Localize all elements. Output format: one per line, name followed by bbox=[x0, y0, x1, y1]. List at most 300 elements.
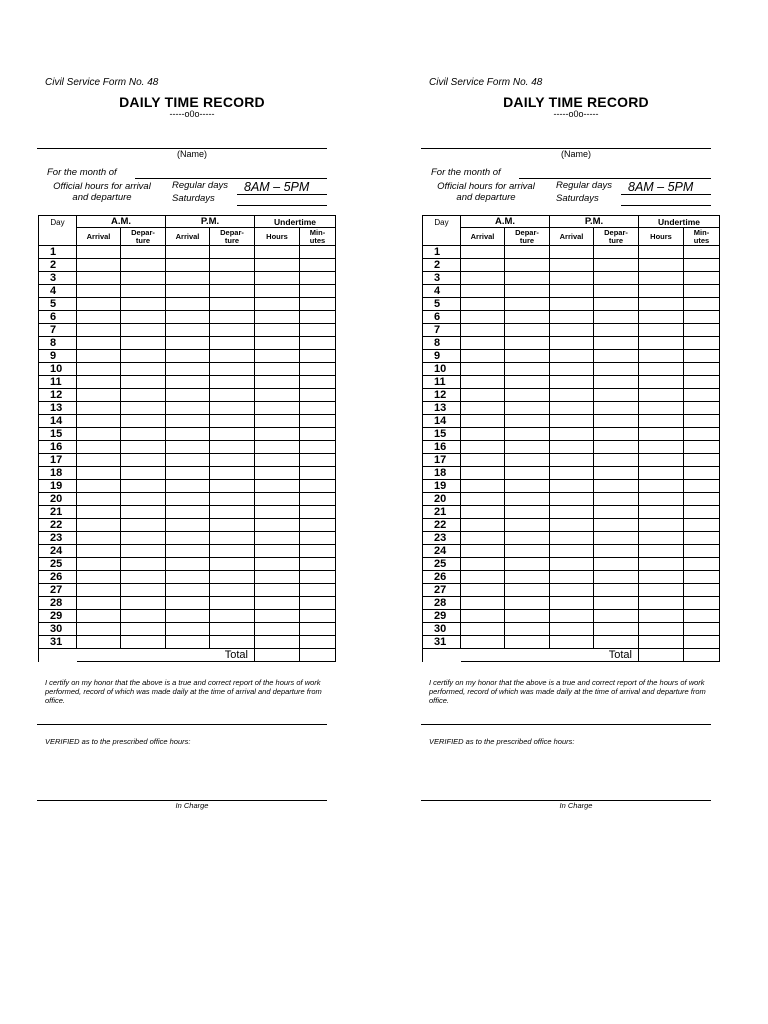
pm-departure-cell[interactable] bbox=[594, 415, 639, 428]
undertime-hours-cell[interactable] bbox=[255, 519, 300, 532]
am-departure-cell[interactable] bbox=[505, 597, 550, 610]
am-arrival-cell[interactable] bbox=[461, 480, 505, 493]
pm-departure-cell[interactable] bbox=[210, 623, 255, 636]
pm-arrival-cell[interactable] bbox=[550, 272, 594, 285]
total-minutes-cell[interactable] bbox=[684, 649, 720, 662]
am-arrival-cell[interactable] bbox=[77, 350, 121, 363]
pm-arrival-cell[interactable] bbox=[166, 610, 210, 623]
undertime-hours-cell[interactable] bbox=[639, 246, 684, 259]
undertime-hours-cell[interactable] bbox=[639, 480, 684, 493]
am-arrival-cell[interactable] bbox=[77, 467, 121, 480]
undertime-hours-cell[interactable] bbox=[255, 285, 300, 298]
am-arrival-cell[interactable] bbox=[77, 285, 121, 298]
undertime-minutes-cell[interactable] bbox=[300, 584, 336, 597]
undertime-minutes-cell[interactable] bbox=[684, 376, 720, 389]
undertime-hours-cell[interactable] bbox=[639, 636, 684, 649]
undertime-hours-cell[interactable] bbox=[255, 584, 300, 597]
am-arrival-cell[interactable] bbox=[77, 389, 121, 402]
am-departure-cell[interactable] bbox=[121, 493, 166, 506]
am-departure-cell[interactable] bbox=[505, 636, 550, 649]
undertime-minutes-cell[interactable] bbox=[300, 532, 336, 545]
am-departure-cell[interactable] bbox=[505, 259, 550, 272]
am-arrival-cell[interactable] bbox=[77, 376, 121, 389]
pm-departure-cell[interactable] bbox=[210, 415, 255, 428]
am-arrival-cell[interactable] bbox=[461, 415, 505, 428]
saturdays-field[interactable] bbox=[237, 205, 327, 206]
am-departure-cell[interactable] bbox=[121, 246, 166, 259]
pm-arrival-cell[interactable] bbox=[550, 493, 594, 506]
pm-arrival-cell[interactable] bbox=[166, 493, 210, 506]
undertime-minutes-cell[interactable] bbox=[300, 246, 336, 259]
am-arrival-cell[interactable] bbox=[461, 454, 505, 467]
pm-arrival-cell[interactable] bbox=[166, 337, 210, 350]
am-departure-cell[interactable] bbox=[121, 558, 166, 571]
am-departure-cell[interactable] bbox=[505, 480, 550, 493]
pm-departure-cell[interactable] bbox=[594, 363, 639, 376]
am-arrival-cell[interactable] bbox=[77, 519, 121, 532]
undertime-minutes-cell[interactable] bbox=[300, 441, 336, 454]
am-departure-cell[interactable] bbox=[505, 402, 550, 415]
undertime-hours-cell[interactable] bbox=[639, 259, 684, 272]
am-arrival-cell[interactable] bbox=[77, 597, 121, 610]
undertime-minutes-cell[interactable] bbox=[300, 389, 336, 402]
am-arrival-cell[interactable] bbox=[461, 506, 505, 519]
undertime-minutes-cell[interactable] bbox=[300, 259, 336, 272]
pm-arrival-cell[interactable] bbox=[166, 298, 210, 311]
pm-departure-cell[interactable] bbox=[594, 337, 639, 350]
undertime-hours-cell[interactable] bbox=[255, 428, 300, 441]
pm-arrival-cell[interactable] bbox=[166, 311, 210, 324]
undertime-minutes-cell[interactable] bbox=[300, 428, 336, 441]
undertime-hours-cell[interactable] bbox=[255, 610, 300, 623]
undertime-hours-cell[interactable] bbox=[639, 272, 684, 285]
am-departure-cell[interactable] bbox=[505, 298, 550, 311]
pm-departure-cell[interactable] bbox=[594, 545, 639, 558]
pm-arrival-cell[interactable] bbox=[166, 558, 210, 571]
pm-arrival-cell[interactable] bbox=[166, 571, 210, 584]
undertime-minutes-cell[interactable] bbox=[684, 441, 720, 454]
am-arrival-cell[interactable] bbox=[461, 610, 505, 623]
undertime-minutes-cell[interactable] bbox=[684, 519, 720, 532]
pm-departure-cell[interactable] bbox=[594, 467, 639, 480]
pm-departure-cell[interactable] bbox=[210, 350, 255, 363]
am-departure-cell[interactable] bbox=[121, 571, 166, 584]
am-departure-cell[interactable] bbox=[505, 350, 550, 363]
pm-departure-cell[interactable] bbox=[210, 246, 255, 259]
am-departure-cell[interactable] bbox=[121, 636, 166, 649]
undertime-minutes-cell[interactable] bbox=[300, 571, 336, 584]
undertime-hours-cell[interactable] bbox=[255, 324, 300, 337]
pm-arrival-cell[interactable] bbox=[550, 532, 594, 545]
pm-departure-cell[interactable] bbox=[594, 402, 639, 415]
am-arrival-cell[interactable] bbox=[461, 389, 505, 402]
undertime-hours-cell[interactable] bbox=[255, 415, 300, 428]
pm-departure-cell[interactable] bbox=[594, 441, 639, 454]
undertime-hours-cell[interactable] bbox=[255, 545, 300, 558]
pm-arrival-cell[interactable] bbox=[550, 415, 594, 428]
undertime-minutes-cell[interactable] bbox=[684, 545, 720, 558]
pm-arrival-cell[interactable] bbox=[550, 246, 594, 259]
undertime-minutes-cell[interactable] bbox=[684, 610, 720, 623]
undertime-hours-cell[interactable] bbox=[639, 337, 684, 350]
pm-departure-cell[interactable] bbox=[594, 506, 639, 519]
undertime-minutes-cell[interactable] bbox=[300, 376, 336, 389]
pm-departure-cell[interactable] bbox=[210, 259, 255, 272]
am-departure-cell[interactable] bbox=[505, 415, 550, 428]
pm-departure-cell[interactable] bbox=[210, 298, 255, 311]
undertime-hours-cell[interactable] bbox=[255, 350, 300, 363]
pm-arrival-cell[interactable] bbox=[166, 584, 210, 597]
undertime-minutes-cell[interactable] bbox=[684, 285, 720, 298]
undertime-hours-cell[interactable] bbox=[255, 623, 300, 636]
am-arrival-cell[interactable] bbox=[461, 493, 505, 506]
am-departure-cell[interactable] bbox=[121, 610, 166, 623]
am-arrival-cell[interactable] bbox=[461, 519, 505, 532]
pm-arrival-cell[interactable] bbox=[166, 545, 210, 558]
regular-days-field[interactable] bbox=[621, 194, 711, 195]
undertime-minutes-cell[interactable] bbox=[300, 311, 336, 324]
undertime-hours-cell[interactable] bbox=[255, 571, 300, 584]
pm-departure-cell[interactable] bbox=[594, 272, 639, 285]
am-arrival-cell[interactable] bbox=[461, 597, 505, 610]
pm-departure-cell[interactable] bbox=[210, 324, 255, 337]
undertime-minutes-cell[interactable] bbox=[684, 636, 720, 649]
am-arrival-cell[interactable] bbox=[461, 467, 505, 480]
undertime-hours-cell[interactable] bbox=[255, 441, 300, 454]
am-arrival-cell[interactable] bbox=[461, 636, 505, 649]
undertime-hours-cell[interactable] bbox=[639, 298, 684, 311]
total-hours-cell[interactable] bbox=[639, 649, 684, 662]
am-departure-cell[interactable] bbox=[505, 272, 550, 285]
undertime-hours-cell[interactable] bbox=[639, 558, 684, 571]
am-arrival-cell[interactable] bbox=[77, 571, 121, 584]
am-arrival-cell[interactable] bbox=[461, 285, 505, 298]
am-departure-cell[interactable] bbox=[505, 519, 550, 532]
pm-departure-cell[interactable] bbox=[210, 584, 255, 597]
am-arrival-cell[interactable] bbox=[77, 441, 121, 454]
undertime-minutes-cell[interactable] bbox=[684, 428, 720, 441]
am-arrival-cell[interactable] bbox=[461, 623, 505, 636]
am-departure-cell[interactable] bbox=[121, 597, 166, 610]
undertime-minutes-cell[interactable] bbox=[300, 454, 336, 467]
am-departure-cell[interactable] bbox=[121, 389, 166, 402]
pm-arrival-cell[interactable] bbox=[166, 441, 210, 454]
am-arrival-cell[interactable] bbox=[77, 636, 121, 649]
pm-arrival-cell[interactable] bbox=[550, 610, 594, 623]
pm-departure-cell[interactable] bbox=[210, 454, 255, 467]
undertime-minutes-cell[interactable] bbox=[300, 597, 336, 610]
undertime-minutes-cell[interactable] bbox=[684, 454, 720, 467]
pm-departure-cell[interactable] bbox=[210, 337, 255, 350]
pm-departure-cell[interactable] bbox=[594, 597, 639, 610]
am-departure-cell[interactable] bbox=[121, 376, 166, 389]
undertime-minutes-cell[interactable] bbox=[684, 363, 720, 376]
am-departure-cell[interactable] bbox=[121, 519, 166, 532]
pm-arrival-cell[interactable] bbox=[550, 480, 594, 493]
pm-departure-cell[interactable] bbox=[210, 610, 255, 623]
am-departure-cell[interactable] bbox=[505, 584, 550, 597]
am-departure-cell[interactable] bbox=[121, 415, 166, 428]
pm-departure-cell[interactable] bbox=[210, 402, 255, 415]
pm-arrival-cell[interactable] bbox=[166, 389, 210, 402]
pm-arrival-cell[interactable] bbox=[550, 324, 594, 337]
undertime-minutes-cell[interactable] bbox=[300, 558, 336, 571]
pm-arrival-cell[interactable] bbox=[166, 532, 210, 545]
pm-arrival-cell[interactable] bbox=[550, 597, 594, 610]
pm-departure-cell[interactable] bbox=[594, 259, 639, 272]
pm-departure-cell[interactable] bbox=[594, 298, 639, 311]
month-field[interactable] bbox=[135, 178, 327, 179]
undertime-hours-cell[interactable] bbox=[639, 545, 684, 558]
pm-departure-cell[interactable] bbox=[210, 532, 255, 545]
undertime-minutes-cell[interactable] bbox=[684, 415, 720, 428]
am-departure-cell[interactable] bbox=[505, 363, 550, 376]
am-arrival-cell[interactable] bbox=[77, 259, 121, 272]
pm-arrival-cell[interactable] bbox=[550, 636, 594, 649]
am-departure-cell[interactable] bbox=[121, 467, 166, 480]
am-arrival-cell[interactable] bbox=[461, 545, 505, 558]
am-departure-cell[interactable] bbox=[121, 311, 166, 324]
pm-departure-cell[interactable] bbox=[594, 311, 639, 324]
pm-departure-cell[interactable] bbox=[210, 519, 255, 532]
am-arrival-cell[interactable] bbox=[461, 311, 505, 324]
am-arrival-cell[interactable] bbox=[77, 545, 121, 558]
undertime-hours-cell[interactable] bbox=[639, 519, 684, 532]
pm-departure-cell[interactable] bbox=[210, 597, 255, 610]
undertime-hours-cell[interactable] bbox=[255, 532, 300, 545]
pm-arrival-cell[interactable] bbox=[550, 376, 594, 389]
undertime-hours-cell[interactable] bbox=[639, 441, 684, 454]
pm-departure-cell[interactable] bbox=[594, 493, 639, 506]
am-departure-cell[interactable] bbox=[121, 363, 166, 376]
pm-departure-cell[interactable] bbox=[210, 558, 255, 571]
undertime-hours-cell[interactable] bbox=[255, 506, 300, 519]
am-departure-cell[interactable] bbox=[505, 571, 550, 584]
undertime-hours-cell[interactable] bbox=[255, 597, 300, 610]
month-field[interactable] bbox=[519, 178, 711, 179]
pm-arrival-cell[interactable] bbox=[550, 259, 594, 272]
undertime-minutes-cell[interactable] bbox=[300, 402, 336, 415]
am-departure-cell[interactable] bbox=[121, 506, 166, 519]
pm-arrival-cell[interactable] bbox=[166, 272, 210, 285]
pm-departure-cell[interactable] bbox=[594, 324, 639, 337]
pm-departure-cell[interactable] bbox=[594, 636, 639, 649]
pm-arrival-cell[interactable] bbox=[166, 259, 210, 272]
am-departure-cell[interactable] bbox=[121, 454, 166, 467]
undertime-hours-cell[interactable] bbox=[639, 597, 684, 610]
am-departure-cell[interactable] bbox=[121, 584, 166, 597]
pm-arrival-cell[interactable] bbox=[550, 467, 594, 480]
pm-arrival-cell[interactable] bbox=[166, 285, 210, 298]
pm-departure-cell[interactable] bbox=[210, 545, 255, 558]
pm-arrival-cell[interactable] bbox=[550, 545, 594, 558]
pm-departure-cell[interactable] bbox=[594, 571, 639, 584]
am-arrival-cell[interactable] bbox=[461, 441, 505, 454]
pm-arrival-cell[interactable] bbox=[550, 402, 594, 415]
pm-arrival-cell[interactable] bbox=[166, 597, 210, 610]
undertime-hours-cell[interactable] bbox=[639, 363, 684, 376]
undertime-minutes-cell[interactable] bbox=[684, 467, 720, 480]
pm-arrival-cell[interactable] bbox=[550, 571, 594, 584]
total-hours-cell[interactable] bbox=[255, 649, 300, 662]
am-arrival-cell[interactable] bbox=[461, 324, 505, 337]
am-arrival-cell[interactable] bbox=[77, 610, 121, 623]
pm-arrival-cell[interactable] bbox=[166, 376, 210, 389]
am-arrival-cell[interactable] bbox=[77, 623, 121, 636]
am-arrival-cell[interactable] bbox=[77, 415, 121, 428]
am-departure-cell[interactable] bbox=[505, 337, 550, 350]
pm-departure-cell[interactable] bbox=[594, 428, 639, 441]
am-departure-cell[interactable] bbox=[505, 532, 550, 545]
am-arrival-cell[interactable] bbox=[461, 259, 505, 272]
am-arrival-cell[interactable] bbox=[461, 246, 505, 259]
am-arrival-cell[interactable] bbox=[77, 480, 121, 493]
undertime-minutes-cell[interactable] bbox=[300, 350, 336, 363]
pm-arrival-cell[interactable] bbox=[166, 454, 210, 467]
am-arrival-cell[interactable] bbox=[77, 272, 121, 285]
undertime-minutes-cell[interactable] bbox=[684, 623, 720, 636]
undertime-minutes-cell[interactable] bbox=[300, 363, 336, 376]
undertime-hours-cell[interactable] bbox=[639, 454, 684, 467]
pm-departure-cell[interactable] bbox=[210, 480, 255, 493]
pm-departure-cell[interactable] bbox=[210, 376, 255, 389]
pm-departure-cell[interactable] bbox=[210, 493, 255, 506]
undertime-hours-cell[interactable] bbox=[639, 350, 684, 363]
undertime-hours-cell[interactable] bbox=[639, 376, 684, 389]
undertime-hours-cell[interactable] bbox=[639, 493, 684, 506]
am-departure-cell[interactable] bbox=[505, 376, 550, 389]
undertime-minutes-cell[interactable] bbox=[300, 506, 336, 519]
pm-arrival-cell[interactable] bbox=[550, 389, 594, 402]
undertime-hours-cell[interactable] bbox=[255, 402, 300, 415]
am-arrival-cell[interactable] bbox=[461, 571, 505, 584]
pm-departure-cell[interactable] bbox=[210, 363, 255, 376]
undertime-minutes-cell[interactable] bbox=[300, 467, 336, 480]
am-arrival-cell[interactable] bbox=[461, 363, 505, 376]
pm-arrival-cell[interactable] bbox=[550, 298, 594, 311]
am-arrival-cell[interactable] bbox=[77, 337, 121, 350]
am-departure-cell[interactable] bbox=[505, 428, 550, 441]
undertime-hours-cell[interactable] bbox=[255, 259, 300, 272]
pm-departure-cell[interactable] bbox=[594, 532, 639, 545]
pm-arrival-cell[interactable] bbox=[550, 519, 594, 532]
pm-arrival-cell[interactable] bbox=[550, 506, 594, 519]
undertime-hours-cell[interactable] bbox=[639, 506, 684, 519]
undertime-minutes-cell[interactable] bbox=[684, 259, 720, 272]
undertime-minutes-cell[interactable] bbox=[300, 298, 336, 311]
am-departure-cell[interactable] bbox=[121, 272, 166, 285]
saturdays-field[interactable] bbox=[621, 205, 711, 206]
pm-arrival-cell[interactable] bbox=[550, 584, 594, 597]
am-departure-cell[interactable] bbox=[121, 402, 166, 415]
undertime-minutes-cell[interactable] bbox=[300, 610, 336, 623]
pm-arrival-cell[interactable] bbox=[550, 558, 594, 571]
pm-arrival-cell[interactable] bbox=[550, 285, 594, 298]
undertime-minutes-cell[interactable] bbox=[300, 272, 336, 285]
am-arrival-cell[interactable] bbox=[461, 558, 505, 571]
undertime-minutes-cell[interactable] bbox=[684, 532, 720, 545]
employee-signature-field[interactable] bbox=[37, 724, 327, 725]
undertime-hours-cell[interactable] bbox=[255, 298, 300, 311]
undertime-hours-cell[interactable] bbox=[639, 532, 684, 545]
undertime-minutes-cell[interactable] bbox=[684, 558, 720, 571]
pm-arrival-cell[interactable] bbox=[166, 506, 210, 519]
undertime-minutes-cell[interactable] bbox=[300, 480, 336, 493]
undertime-minutes-cell[interactable] bbox=[684, 272, 720, 285]
pm-departure-cell[interactable] bbox=[594, 584, 639, 597]
undertime-hours-cell[interactable] bbox=[255, 558, 300, 571]
pm-arrival-cell[interactable] bbox=[166, 519, 210, 532]
pm-departure-cell[interactable] bbox=[210, 311, 255, 324]
am-departure-cell[interactable] bbox=[505, 324, 550, 337]
undertime-hours-cell[interactable] bbox=[255, 376, 300, 389]
undertime-hours-cell[interactable] bbox=[255, 389, 300, 402]
undertime-hours-cell[interactable] bbox=[255, 636, 300, 649]
am-arrival-cell[interactable] bbox=[461, 402, 505, 415]
undertime-minutes-cell[interactable] bbox=[684, 506, 720, 519]
am-arrival-cell[interactable] bbox=[77, 506, 121, 519]
undertime-hours-cell[interactable] bbox=[255, 272, 300, 285]
undertime-hours-cell[interactable] bbox=[639, 389, 684, 402]
undertime-hours-cell[interactable] bbox=[639, 402, 684, 415]
pm-arrival-cell[interactable] bbox=[550, 311, 594, 324]
am-arrival-cell[interactable] bbox=[461, 272, 505, 285]
pm-departure-cell[interactable] bbox=[210, 389, 255, 402]
am-arrival-cell[interactable] bbox=[77, 324, 121, 337]
undertime-hours-cell[interactable] bbox=[639, 584, 684, 597]
pm-departure-cell[interactable] bbox=[594, 480, 639, 493]
pm-arrival-cell[interactable] bbox=[166, 363, 210, 376]
am-departure-cell[interactable] bbox=[121, 337, 166, 350]
undertime-hours-cell[interactable] bbox=[639, 285, 684, 298]
am-arrival-cell[interactable] bbox=[461, 376, 505, 389]
pm-arrival-cell[interactable] bbox=[166, 415, 210, 428]
undertime-minutes-cell[interactable] bbox=[300, 545, 336, 558]
undertime-minutes-cell[interactable] bbox=[684, 389, 720, 402]
pm-arrival-cell[interactable] bbox=[550, 454, 594, 467]
pm-departure-cell[interactable] bbox=[210, 506, 255, 519]
am-departure-cell[interactable] bbox=[505, 610, 550, 623]
am-departure-cell[interactable] bbox=[505, 441, 550, 454]
pm-arrival-cell[interactable] bbox=[550, 337, 594, 350]
am-departure-cell[interactable] bbox=[505, 545, 550, 558]
pm-arrival-cell[interactable] bbox=[166, 402, 210, 415]
pm-departure-cell[interactable] bbox=[210, 441, 255, 454]
pm-departure-cell[interactable] bbox=[594, 350, 639, 363]
am-departure-cell[interactable] bbox=[121, 298, 166, 311]
undertime-minutes-cell[interactable] bbox=[684, 311, 720, 324]
am-departure-cell[interactable] bbox=[505, 246, 550, 259]
undertime-minutes-cell[interactable] bbox=[684, 571, 720, 584]
am-arrival-cell[interactable] bbox=[77, 311, 121, 324]
undertime-minutes-cell[interactable] bbox=[684, 480, 720, 493]
undertime-minutes-cell[interactable] bbox=[684, 337, 720, 350]
undertime-minutes-cell[interactable] bbox=[300, 623, 336, 636]
undertime-hours-cell[interactable] bbox=[255, 493, 300, 506]
pm-arrival-cell[interactable] bbox=[166, 350, 210, 363]
undertime-minutes-cell[interactable] bbox=[300, 285, 336, 298]
undertime-minutes-cell[interactable] bbox=[684, 597, 720, 610]
am-departure-cell[interactable] bbox=[505, 623, 550, 636]
am-departure-cell[interactable] bbox=[121, 285, 166, 298]
regular-days-field[interactable] bbox=[237, 194, 327, 195]
undertime-hours-cell[interactable] bbox=[639, 623, 684, 636]
undertime-minutes-cell[interactable] bbox=[300, 337, 336, 350]
undertime-minutes-cell[interactable] bbox=[684, 350, 720, 363]
undertime-hours-cell[interactable] bbox=[255, 337, 300, 350]
undertime-hours-cell[interactable] bbox=[639, 324, 684, 337]
employee-signature-field[interactable] bbox=[421, 724, 711, 725]
